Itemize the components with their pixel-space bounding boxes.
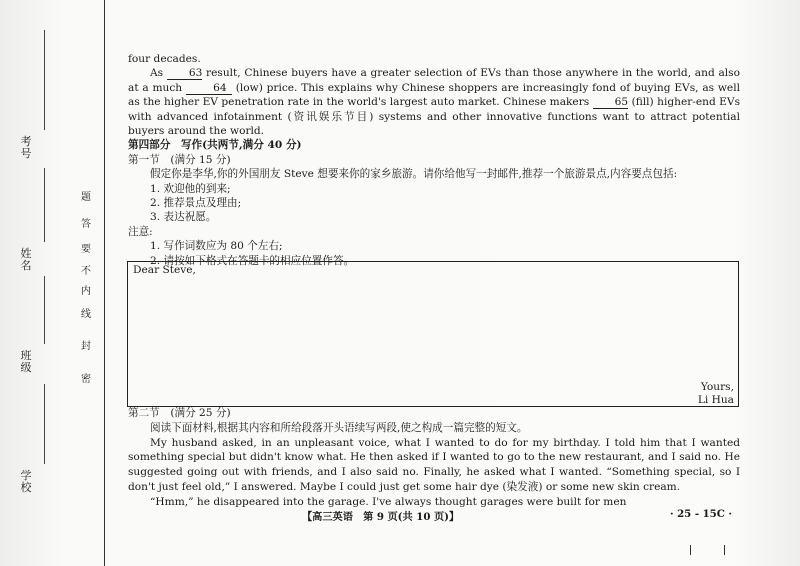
notes-title: 注意: <box>128 225 153 238</box>
seal-char: 密 <box>81 374 91 385</box>
writing-prompt: 假定你是李华,你的外国朋友 Steve 想要来你的家乡旅游。请你给他写一封邮件,推荐一个旅游景点,内容要点包括: <box>150 168 678 181</box>
school-label: 学校 <box>20 469 32 494</box>
content-point: 2. 推荐景点及理由; <box>150 197 242 210</box>
seal-char: 题 <box>81 192 91 203</box>
seal-char: 答 <box>81 219 91 230</box>
seal-char: 不 <box>81 266 91 277</box>
school-line <box>44 384 45 464</box>
part-four-title: 第四部分 写作(共两节,满分 40 分) <box>128 139 302 152</box>
story-paragraph: My husband asked, in an unpleasant voice, what I wanted to do for my birthday. I told him that I wanted something special but didn't know what. He then asked if I wanted to go to the new restaurant, and I said no. He suggested going out with friends, and I also said no. Finally, he asked what I wanted. “Something special, so I don't just feel old,” I answered. Maybe I could just get some hair dye (染发液) or some new skin cream. <box>128 436 740 493</box>
class-line <box>44 276 45 344</box>
passage-text: result, Chinese buyers have a greater selection of EVs than those anywhere in the world, and also at a much <box>128 67 740 94</box>
page-info: 【高三英语 第 9 页(共 10 页)】 <box>302 511 460 523</box>
seal-char: 线 <box>81 309 91 320</box>
closing-word: Yours, <box>700 381 734 393</box>
content-point: 3. 表达祝愿。 <box>150 211 217 224</box>
exam-no-label: 考号 <box>20 135 32 160</box>
exam-no-line <box>44 30 45 130</box>
crop-mark <box>724 545 725 555</box>
passage-text: As <box>150 67 167 80</box>
letter-answer-box <box>127 261 739 407</box>
paper-code: · 25 - 15C · <box>670 508 732 520</box>
name-line <box>44 168 45 242</box>
grammar-passage-paragraph <box>128 66 740 138</box>
binding-margin-rule <box>104 0 105 566</box>
seal-char: 要 <box>81 244 91 255</box>
blank-65: 65 <box>593 96 628 109</box>
continuation-instruction: 阅读下面材料,根据其内容和所给段落开头语续写两段,使之构成一篇完整的短文。 <box>150 421 528 434</box>
section1-title: 第一节 (满分 15 分) <box>128 153 231 166</box>
passage-text: (fill) higher-end EVs with advanced infotainment (资讯娱乐节目) systems and other innovative functions want to attract potential buyers around the world. <box>128 96 740 138</box>
seal-char: 内 <box>81 286 91 297</box>
content-point: 1. 欢迎他的到来; <box>150 182 231 195</box>
blank-64: 64 <box>186 82 232 95</box>
story-paragraph: “Hmm,” he disappeared into the garage. I've always thought garages were built for men <box>150 495 627 508</box>
exam-content-lower <box>128 406 740 510</box>
signature: Li Hua <box>697 394 734 406</box>
passage-text: (low) price. This explains why Chinese shoppers are increasingly fond of buying EVs, as well as the higher EV penetration rate in the world's largest auto market. Chinese makers <box>128 81 740 109</box>
exam-content-upper <box>128 52 740 268</box>
letter-closing <box>698 381 734 407</box>
note-item: 2. 请按如下格式在答题卡的相应位置作答。 <box>150 254 355 267</box>
seal-char: 封 <box>81 341 91 352</box>
blank-63: 63 <box>167 67 202 80</box>
letter-greeting: Dear Steve, <box>133 264 196 276</box>
section2-title: 第二节 (满分 25 分) <box>128 407 231 419</box>
crop-mark <box>690 545 691 555</box>
class-label: 班级 <box>20 349 32 374</box>
passage-tail-line: four decades. <box>128 53 201 65</box>
note-item: 1. 写作词数应为 80 个左右; <box>150 240 283 253</box>
name-label: 姓名 <box>20 247 32 272</box>
